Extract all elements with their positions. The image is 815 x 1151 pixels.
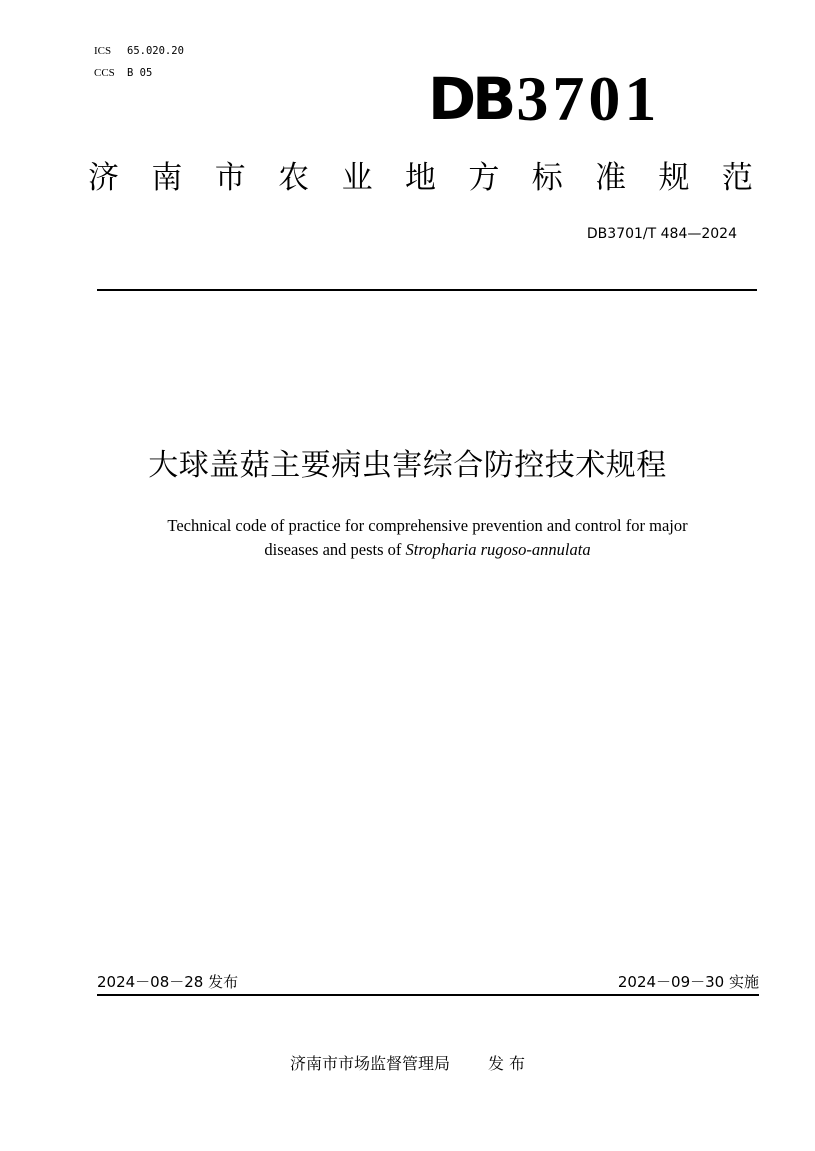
standard-type-char: 方 (468, 160, 500, 196)
ccs-label: CCS (94, 67, 115, 79)
standard-type-char: 市 (214, 160, 246, 196)
issuer (0, 1052, 815, 1076)
ccs-line (94, 62, 184, 84)
db-logo (428, 63, 693, 134)
ics-line (94, 40, 184, 62)
title-chinese: 大球盖菇主要病虫害综合防控技术规程 (148, 448, 667, 483)
title-english-line2 (100, 538, 755, 562)
standard-type-char: 南 (151, 160, 183, 196)
db-logo-prefix: DB (428, 65, 513, 133)
top-divider (97, 289, 757, 291)
issuer-name: 济南市市场监督管理局 (289, 1054, 450, 1073)
title-english-line1: Technical code of practice for comprehensive prevention and control for major (167, 516, 688, 535)
standard-type-char: 业 (341, 160, 373, 196)
standard-type-char: 济 (88, 160, 119, 196)
title-english-line2-plain: diseases and pests of (264, 540, 406, 559)
standard-type-char: 标 (531, 160, 563, 196)
release-date: 2024－08－28 发布 (97, 973, 239, 991)
title-english-species: Stropharia rugoso-annulata (405, 540, 591, 559)
standard-type-char: 范 (721, 160, 753, 196)
db-logo-number: 3701 (516, 63, 661, 134)
ics-label: ICS (94, 45, 112, 57)
standard-type-char: 地 (404, 160, 436, 196)
bottom-divider (97, 994, 759, 996)
standard-type-char: 规 (658, 160, 690, 196)
standard-number: DB3701/T 484—2024 (586, 226, 737, 242)
ccs-value: B 05 (127, 67, 153, 79)
standard-type-char: 准 (595, 160, 627, 196)
classification-codes (94, 40, 184, 84)
ics-value: 65.020.20 (127, 45, 184, 57)
standard-type-char: 农 (278, 160, 310, 196)
title-english (100, 514, 755, 562)
issuer-action: 发 布 (487, 1054, 526, 1073)
standard-type-heading (88, 156, 753, 200)
implementation-date: 2024－09－30 实施 (617, 973, 759, 991)
